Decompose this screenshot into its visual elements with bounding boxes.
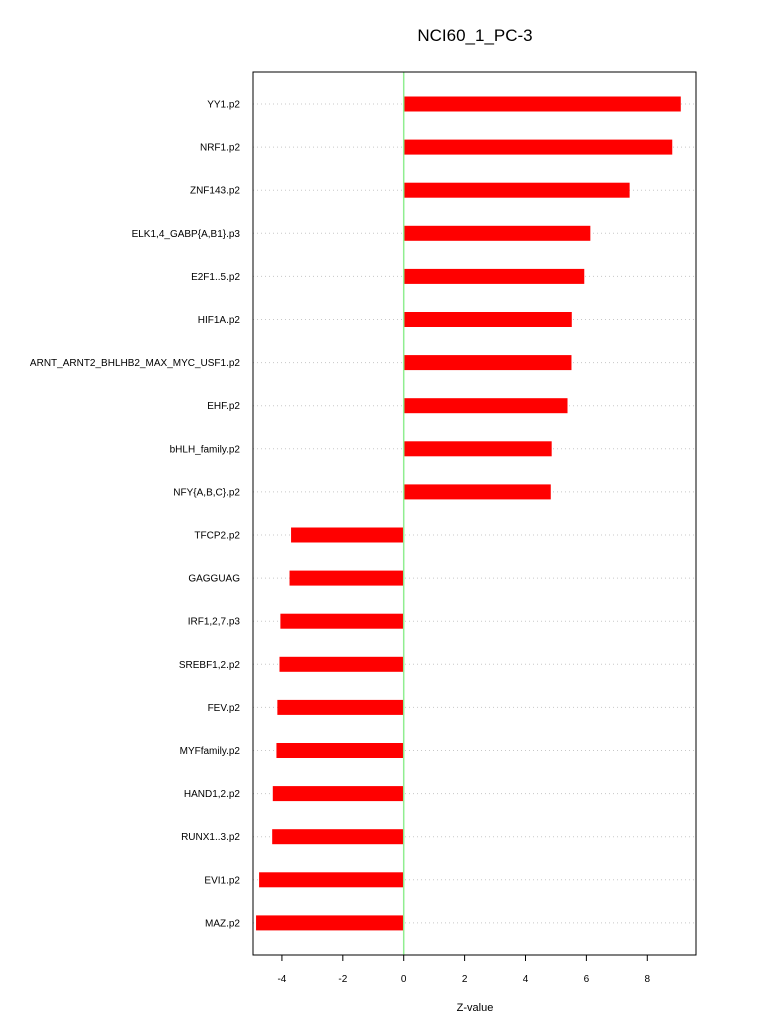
category-label: EHF.p2	[207, 401, 240, 413]
bar	[290, 571, 404, 586]
category-label: EVI1.p2	[204, 875, 240, 887]
bar	[256, 915, 404, 930]
x-tick-label: -4	[277, 974, 287, 985]
bar	[273, 786, 404, 801]
category-label: E2F1..5.p2	[191, 271, 240, 283]
x-tick-label: 6	[583, 974, 590, 985]
bar	[277, 700, 403, 715]
bar	[404, 226, 591, 241]
category-label: bHLH_family.p2	[169, 444, 240, 456]
bar	[404, 441, 552, 456]
category-label: NRF1.p2	[199, 142, 240, 154]
x-tick-label: 2	[461, 974, 468, 985]
category-label: NFY{A,B,C}.p2	[173, 487, 240, 499]
chart-title: NCI60_1_PC-3	[417, 26, 533, 45]
bar	[404, 312, 572, 327]
bar	[404, 140, 673, 155]
category-label: ELK1,4_GABP{A,B1}.p3	[131, 228, 240, 240]
category-label: GAGGUAG	[188, 573, 240, 585]
bar	[280, 614, 403, 629]
bar	[279, 657, 403, 672]
x-tick-label: 0	[400, 974, 407, 985]
category-label: HIF1A.p2	[197, 315, 240, 326]
bar	[291, 528, 404, 543]
category-label: ZNF143.p2	[189, 185, 240, 197]
bar	[272, 829, 404, 844]
bar	[404, 398, 568, 413]
bar	[404, 183, 630, 198]
x-tick-label: -2	[338, 974, 348, 985]
category-labels	[30, 100, 241, 930]
bar	[404, 97, 681, 112]
bar	[404, 269, 585, 284]
x-axis-label: Z-value	[456, 1002, 494, 1014]
category-label: MAZ.p2	[204, 918, 240, 930]
x-axis	[277, 955, 650, 985]
plot-frame	[253, 72, 696, 955]
category-label: IRF1,2,7.p3	[187, 616, 240, 628]
category-label: TFCP2.p2	[194, 530, 240, 542]
category-label: ARNT_ARNT2_BHLHB2_MAX_MYC_USF1.p2	[29, 358, 240, 370]
x-tick-label: 4	[522, 974, 529, 985]
category-label: HAND1,2.p2	[183, 789, 240, 801]
x-tick-label: 8	[644, 974, 651, 985]
bar	[404, 355, 572, 370]
category-label: YY1.p2	[207, 99, 240, 111]
category-label: MYFfamily.p2	[179, 746, 240, 757]
category-label: FEV.p2	[207, 702, 240, 714]
category-label: SREBF1,2.p2	[178, 659, 240, 671]
category-label: RUNX1..3.p2	[181, 832, 240, 844]
bars	[256, 97, 681, 931]
bar	[404, 484, 551, 499]
bar	[276, 743, 403, 758]
bar	[259, 872, 404, 887]
